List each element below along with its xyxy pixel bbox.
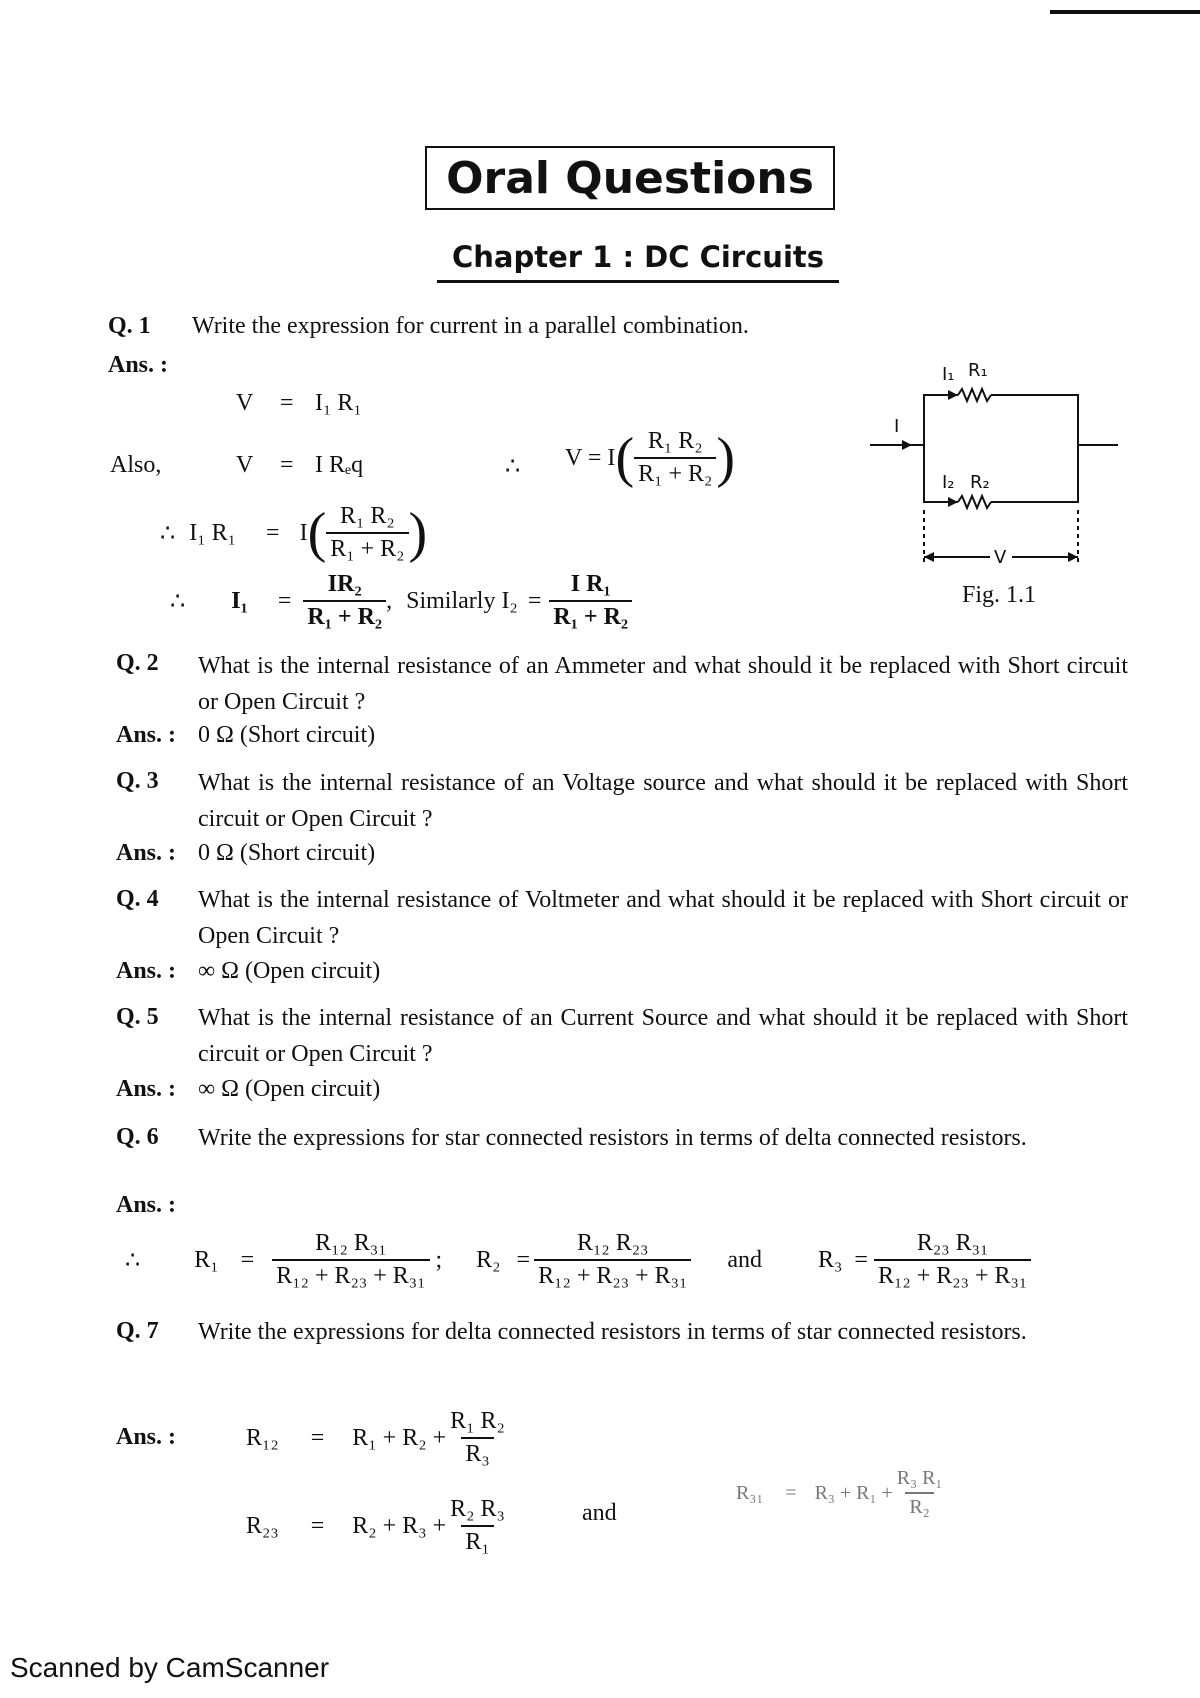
q1-l3-therefore: ∴ <box>160 520 176 547</box>
q1-l2-num: R₁ R₂ <box>647 428 703 454</box>
q6-r2-den: R₁₂ + R₂₃ + R₃₁ <box>534 1259 691 1290</box>
q2-answer: 0 Ω (Short circuit) <box>198 722 376 748</box>
fig-label-i2: I₂ <box>942 472 955 493</box>
fig-label-r2: R₂ <box>970 472 990 493</box>
right-paren: ) <box>408 502 428 564</box>
q5-number: Q. 5 <box>116 1004 159 1030</box>
q3-answer: 0 Ω (Short circuit) <box>198 840 376 866</box>
q1-l4-eq: = <box>277 587 292 614</box>
q1-l2-fraction <box>634 428 716 488</box>
current-arrow-head <box>902 440 912 450</box>
figure-caption: Fig. 1.1 <box>962 582 1037 608</box>
branch-wire-right <box>991 395 1078 502</box>
q7-r31-fraction <box>893 1467 947 1519</box>
v-arrow-head-right <box>1068 552 1078 562</box>
i1-arrow-head <box>948 390 958 400</box>
q6-r3-lhs: R₃ <box>818 1246 843 1273</box>
q2-number: Q. 2 <box>116 650 159 676</box>
q7-r31-sum: R₃ + R₁ + <box>814 1481 893 1504</box>
q1-l4-num: IR₂ <box>327 571 362 597</box>
q7-r23-formula <box>246 1488 509 1564</box>
fig-label-i1: I₁ <box>942 364 955 385</box>
q7-number: Q. 7 <box>116 1318 159 1344</box>
q5-answer: ∞ Ω (Open circuit) <box>198 1076 381 1102</box>
q6-r2-num: R₁₂ R₂₃ <box>577 1230 649 1256</box>
i2-arrow-head <box>948 497 958 507</box>
q7-r23-fraction <box>446 1496 509 1556</box>
q6-r1-sep: ; <box>435 1246 443 1273</box>
q7-r31-lhs: R₃₁ <box>736 1481 764 1504</box>
q7-r12-eq: = <box>310 1424 325 1451</box>
q1-l4-expression <box>170 565 632 637</box>
q7-r12-den: R₃ <box>461 1437 493 1468</box>
fig-label-i: I <box>894 416 900 437</box>
chapter-heading: Chapter 1 : DC Circuits <box>451 240 825 274</box>
q1-l4-eq2: = <box>527 587 542 614</box>
q1-l2-eq: = <box>280 452 294 478</box>
q7-r12-formula <box>246 1400 509 1476</box>
q6-r3-num: R₂₃ R₃₁ <box>916 1230 989 1256</box>
q5-ans-label: Ans. : <box>116 1076 177 1102</box>
q6-therefore: ∴ <box>125 1247 141 1274</box>
q5-question: What is the internal resistance of an Current Source and what should it be replaced with Short circuit or Open Circuit ? <box>198 1005 1128 1067</box>
q1-l3-num: R₁ R₂ <box>339 503 395 529</box>
chapter-underline <box>437 280 839 283</box>
q6-r2-eq: = <box>516 1246 531 1273</box>
top-corner-rule <box>1050 10 1200 14</box>
q7-r31-formula <box>736 1458 946 1528</box>
q6-number: Q. 6 <box>116 1124 159 1150</box>
branch1-wire-left <box>924 395 958 445</box>
q1-l3-lhs: I₁ R₁ <box>189 519 237 546</box>
q3-ans-label: Ans. : <box>116 840 177 866</box>
q6-r1-lhs: R₁ <box>194 1246 219 1273</box>
q6-and: and <box>727 1246 763 1273</box>
q1-number: Q. 1 <box>108 313 151 339</box>
q6-formulas <box>125 1222 1031 1298</box>
q1-l2-therefore: ∴ <box>505 454 521 480</box>
q1-l1-lhs: V <box>236 390 254 416</box>
q1-l4-den2: R₁ + R₂ <box>549 600 632 631</box>
q1-question: Write the expression for current in a parallel combination. <box>192 313 749 339</box>
q6-r1-den: R₁₂ + R₂₃ + R₃₁ <box>272 1259 429 1290</box>
q1-l2-rhs: I Rₑq <box>315 452 364 478</box>
q7-r23-sum: R₂ + R₃ + <box>352 1512 447 1539</box>
q1-l4-therefore: ∴ <box>170 588 186 615</box>
q6-r2-fraction <box>534 1230 691 1290</box>
resistor-r1 <box>958 389 991 401</box>
q1-l4-fraction <box>303 571 386 631</box>
scanner-watermark: Scanned by CamScanner <box>10 1652 330 1683</box>
q7-r12-lhs: R₁₂ <box>246 1424 279 1451</box>
q1-l4-lhs: I₁ <box>231 587 248 614</box>
q4-number: Q. 4 <box>116 886 159 912</box>
q7-and: and <box>582 1500 617 1526</box>
q7-r23-eq: = <box>310 1512 325 1539</box>
q4-answer: ∞ Ω (Open circuit) <box>198 958 381 984</box>
right-paren: ) <box>716 427 736 489</box>
q1-l1-rhs: I₁ R₁ <box>315 390 362 416</box>
q6-r1-fraction <box>272 1230 429 1290</box>
parallel-circuit-diagram <box>860 350 1120 570</box>
q6-r1-eq: = <box>240 1246 255 1273</box>
q1-l2-den: R₁ + R₂ <box>634 457 716 488</box>
q7-r23-den: R₁ <box>461 1525 493 1556</box>
q7-r12-sum: R₁ + R₂ + <box>352 1424 447 1451</box>
q4-ans-label: Ans. : <box>116 958 177 984</box>
q1-l3-rhs: I <box>299 519 308 546</box>
q7-r23-lhs: R₂₃ <box>246 1512 279 1539</box>
fig-label-v: V <box>994 547 1007 568</box>
v-arrow-head-left <box>924 552 934 562</box>
q6-r2-lhs: R₂ <box>476 1246 501 1273</box>
q7-question: Write the expressions for delta connected resistors in terms of star connected resistors. <box>198 1319 1027 1345</box>
q6-ans-label: Ans. : <box>116 1192 177 1218</box>
q6-r3-eq: = <box>854 1246 868 1273</box>
q7-r31-num: R₃ R₁ <box>896 1467 943 1489</box>
q1-l2-lhs2: V = I <box>565 444 616 471</box>
page-title: Oral Questions <box>425 146 835 210</box>
q1-l3-den: R₁ + R₂ <box>326 532 408 563</box>
q2-question: What is the internal resistance of an Ammeter and what should it be replaced with Short circuit or Open Circuit ? <box>198 653 1128 715</box>
q1-l1-eq: = <box>280 390 294 416</box>
q7-r12-fraction <box>446 1408 509 1468</box>
q2-ans-label: Ans. : <box>116 722 177 748</box>
q4-question: What is the internal resistance of Voltmeter and what should it be replaced with Short circuit or Open Circuit ? <box>198 887 1128 949</box>
q1-l3-eq: = <box>266 519 280 546</box>
q1-l2-prefix: Also, <box>110 452 162 478</box>
left-paren: ( <box>307 502 327 564</box>
q1-l4-den: R₁ + R₂ <box>303 600 386 631</box>
q6-r3-fraction <box>874 1230 1031 1290</box>
q7-r12-num: R₁ R₂ <box>450 1408 505 1434</box>
q6-r1-num: R₁₂ R₃₁ <box>315 1230 387 1256</box>
q1-l4-similarly: Similarly I₂ <box>406 587 518 614</box>
q1-l4-fraction2 <box>549 571 632 631</box>
q1-l2-lhs: V <box>236 452 254 478</box>
q7-r31-den: R₂ <box>905 1492 933 1519</box>
fig-label-r1: R₁ <box>968 360 988 381</box>
q1-l3-fraction <box>326 503 408 563</box>
q1-ans-label: Ans. : <box>108 352 169 378</box>
q6-question: Write the expressions for star connected resistors in terms of delta connected resistors. <box>198 1125 1027 1151</box>
q6-r3-den: R₁₂ + R₂₃ + R₃₁ <box>874 1259 1031 1290</box>
q3-number: Q. 3 <box>116 768 159 794</box>
resistor-r2 <box>958 496 991 508</box>
q1-l3-expression <box>160 495 427 571</box>
q3-question: What is the internal resistance of an Voltage source and what should it be replaced with Short circuit or Open Circuit ? <box>198 770 1128 832</box>
left-paren: ( <box>615 427 635 489</box>
q7-r23-num: R₂ R₃ <box>450 1496 505 1522</box>
q7-r31-eq: = <box>785 1481 797 1504</box>
q1-l4-sep: , <box>386 587 393 614</box>
q7-ans-label: Ans. : <box>116 1424 177 1450</box>
q1-l2-expression <box>565 420 735 496</box>
q1-l4-num2: I R₁ <box>570 571 611 597</box>
